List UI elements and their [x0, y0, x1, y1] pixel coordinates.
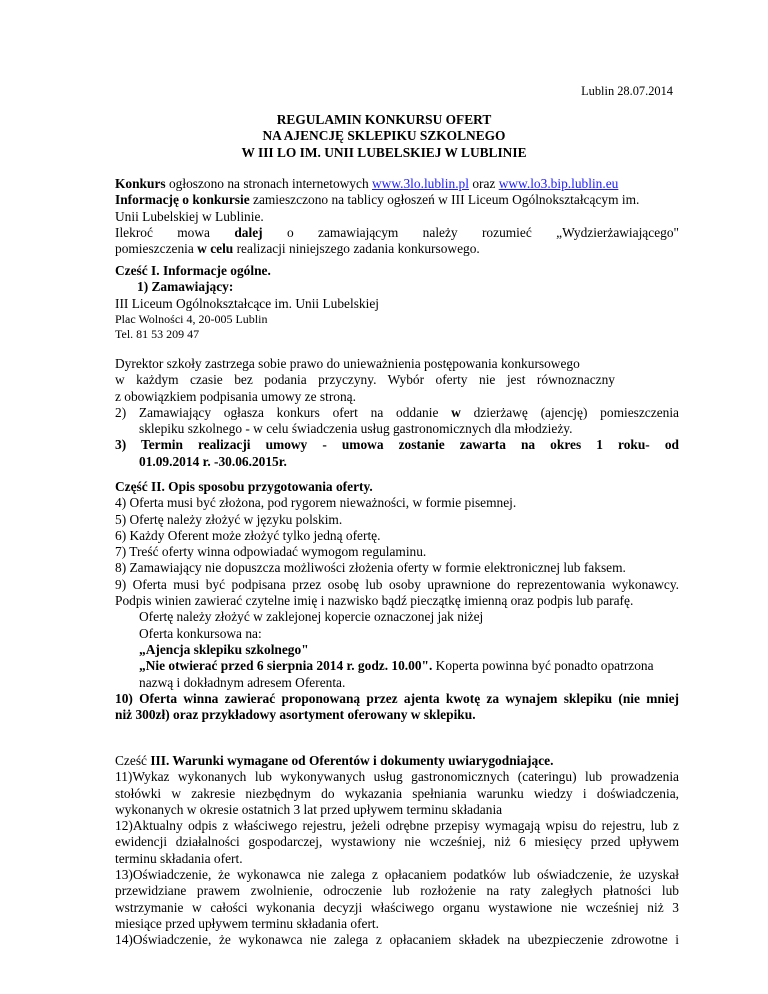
part1-heading-text: Cześć I. Informacje ogólne. — [115, 263, 271, 278]
item-3-bold: 3) Termin realizacji umowy - umowa zostanie zawarta na okres 1 roku- od — [115, 437, 679, 453]
part1-section — [115, 263, 679, 342]
item-6: 6) Każdy Oferent może złożyć tylko jedną ofertę. — [115, 527, 381, 543]
intro-konkurs-bold: Konkurs — [115, 176, 166, 191]
intro-text: o zamawiającym należy rozumieć „Wydzierżawiającego" — [262, 224, 679, 240]
item-12-line-3: terminu składania ofert. — [115, 850, 243, 866]
intro-text: pomieszczenia — [115, 241, 198, 257]
document-date: Lublin 28.07.2014 — [581, 84, 673, 98]
item-10-bold: 10) Oferta winna zawierać proponowaną przez ajenta kwotę za wynajem sklepiku (nie mniej — [115, 690, 679, 706]
item-9: 9) Oferta musi być podpisana przez osobę lub osoby uprawnione do reprezentowania wykonawcy. — [115, 576, 679, 592]
director-line-3: z obowiązkiem podpisania umowy ze stroną. — [115, 388, 356, 404]
title-line-2: NA AJENCJĘ SKLEPIKU SZKOLNEGO — [262, 128, 506, 144]
intro-text: realizacji niniejszego zadania konkursowego. — [233, 241, 480, 257]
item-10-bold-2: niż 300zł) oraz przykładowy asortyment oferowany w sklepiku. — [115, 707, 476, 723]
intro-bold: dalej — [234, 224, 263, 240]
envelope-label: Oferta konkursowa na: — [139, 625, 262, 641]
item-3-line-1 — [115, 437, 679, 453]
orderer-address: Plac Wolności 4, 20-005 Lublin — [115, 311, 268, 326]
part2-section — [115, 479, 679, 723]
item-13-line-1: 13)Oświadczenie, że wykonawca nie zalega z opłacaniem podatków lub oświadczenie, że uzyskał — [115, 867, 679, 883]
item-12-line-1: 12)Aktualny odpis z właściwego rejestru, jeżeli odrębne przepisy wymagają wpisu do rejestru, lub z — [115, 818, 679, 834]
part3-section — [115, 753, 679, 949]
item-2-text: 2) Zamawiający ogłasza konkurs ofert na oddanie — [115, 404, 452, 420]
item-3-date-bold: 01.09.2014 r. -30.06.2015r. — [139, 453, 287, 469]
director-line-2: w każdym czasie bez podania przyczyny. Wybór oferty nie jest równoznaczny — [115, 372, 615, 388]
website-link-3lo[interactable]: www.3lo.lublin.pl — [372, 176, 469, 191]
item-14-line-1: 14)Oświadczenie, że wykonawca nie zalega z opłacaniem składek na ubezpieczenie zdrowotne i — [115, 932, 679, 948]
item-5: 5) Ofertę należy złożyć w języku polskim. — [115, 511, 343, 527]
envelope-instruction: Ofertę należy złożyć w zaklejonej kopercie oznaczonej jak niżej — [139, 609, 484, 625]
item-13-line-4: miesiące przed upływem terminu składania ofert. — [115, 915, 379, 931]
part3-heading-prefix: Cześć — [115, 753, 151, 768]
part1-sub-text: 1) Zamawiający: — [137, 279, 234, 295]
item-11-line-3: wykonanych w okresie ostatnich 3 lat przed upływem terminu składania — [115, 801, 503, 817]
intro-text: oraz — [468, 176, 499, 191]
item-2-line-2: sklepiku szkolnego - w celu świadczenia usług gastronomicznych dla młodzieży. — [139, 421, 573, 437]
part1-heading — [115, 263, 679, 279]
item-2-text: dzierżawę (ajencję) pomieszczenia — [460, 404, 679, 420]
envelope-quote-2-text: Koperta powinna być ponadto opatrzona — [432, 658, 654, 674]
signature-requirement: Podpis winien zawierać czytelne imię i nazwisko bądź pieczątkę imienną oraz podpis lub parafę. — [115, 593, 634, 609]
director-section — [115, 356, 679, 470]
intro-bold: w celu — [197, 241, 234, 257]
orderer-name: III Liceum Ogólnokształcące im. Unii Lubelskiej — [115, 295, 380, 311]
item-2-line-1 — [115, 405, 679, 421]
intro-text: zamieszczono na tablicy ogłoszeń w III Liceum Ogólnokształcącym im. — [249, 192, 640, 208]
item-11-line-1: 11)Wykaz wykonanych lub wykonywanych usług gastronomicznych (cateringu) lub prowadzenia — [115, 769, 679, 785]
title-line-3: W III LO IM. UNII LUBELSKIEJ W LUBLINIE — [241, 144, 527, 160]
document-title — [0, 112, 768, 161]
item-8: 8) Zamawiający nie dopuszcza możliwości złożenia oferty w formie elektronicznej lub faksem. — [115, 560, 626, 576]
part1-sub — [115, 279, 679, 295]
item-7: 7) Treść oferty winna odpowiadać wymogom regulaminu. — [115, 544, 427, 560]
item-11-line-2: stołówki w zakresie niezbędnym do wykazania spełniania warunku wiedzy i doświadczenia, — [115, 785, 679, 801]
intro-info-bold: Informację o konkursie — [115, 192, 250, 208]
envelope-quote-1 — [115, 642, 679, 658]
part3-heading — [115, 753, 679, 769]
intro-line-4 — [115, 225, 679, 241]
orderer-phone: Tel. 81 53 209 47 — [115, 326, 200, 341]
item-10-line-2 — [115, 707, 679, 723]
item-4: 4) Oferta musi być złożona, pod rygorem nieważności, w formie pisemnej. — [115, 495, 517, 511]
intro-text: Ilekroć mowa — [115, 224, 235, 240]
part2-heading-text: Część II. Opis sposobu przygotowania oferty. — [115, 479, 373, 494]
item-13-line-3: wstrzymanie w całości wykonania decyzji właściwego organu wystawione nie wcześniej niż 3 — [115, 899, 679, 915]
part2-heading — [115, 479, 679, 495]
intro-line-2 — [115, 192, 679, 208]
intro-section — [115, 176, 679, 257]
director-line-1: Dyrektor szkoły zastrzega sobie prawo do unieważnienia postępowania konkursowego — [115, 356, 580, 371]
item-10-line-1 — [115, 691, 679, 707]
envelope-quote-3: nazwą i dokładnym adresem Oferenta. — [139, 674, 346, 690]
item-2-bold: w — [451, 404, 461, 420]
intro-line-1 — [115, 176, 679, 192]
envelope-quote-2-bold: „Nie otwierać przed 6 sierpnia 2014 r. godz. 10.00". — [139, 658, 433, 674]
title-line-1: REGULAMIN KONKURSU OFERT — [276, 112, 492, 127]
item-13-line-2: przewidziane prawem zwolnienie, odroczenie lub rozłożenie na raty zaległych płatności lub — [115, 883, 679, 899]
website-link-bip[interactable]: www.lo3.bip.lublin.eu — [498, 176, 619, 191]
envelope-quote-1-bold: „Ajencja sklepiku szkolnego" — [139, 641, 309, 657]
item-3-line-2 — [115, 454, 679, 470]
item-12-line-2: ewidencji działalności gospodarczej, wystawiony nie wcześniej, niż 6 miesięcy przed upływem — [115, 834, 679, 850]
intro-line-3: Unii Lubelskiej w Lublinie. — [115, 208, 264, 224]
intro-line-5 — [115, 241, 679, 257]
part3-heading-text: III. Warunki wymagane od Oferentów i dokumenty uwiarygodniające. — [150, 753, 554, 768]
envelope-quote-2 — [115, 658, 679, 674]
intro-text: ogłoszono na stronach internetowych — [165, 176, 372, 191]
